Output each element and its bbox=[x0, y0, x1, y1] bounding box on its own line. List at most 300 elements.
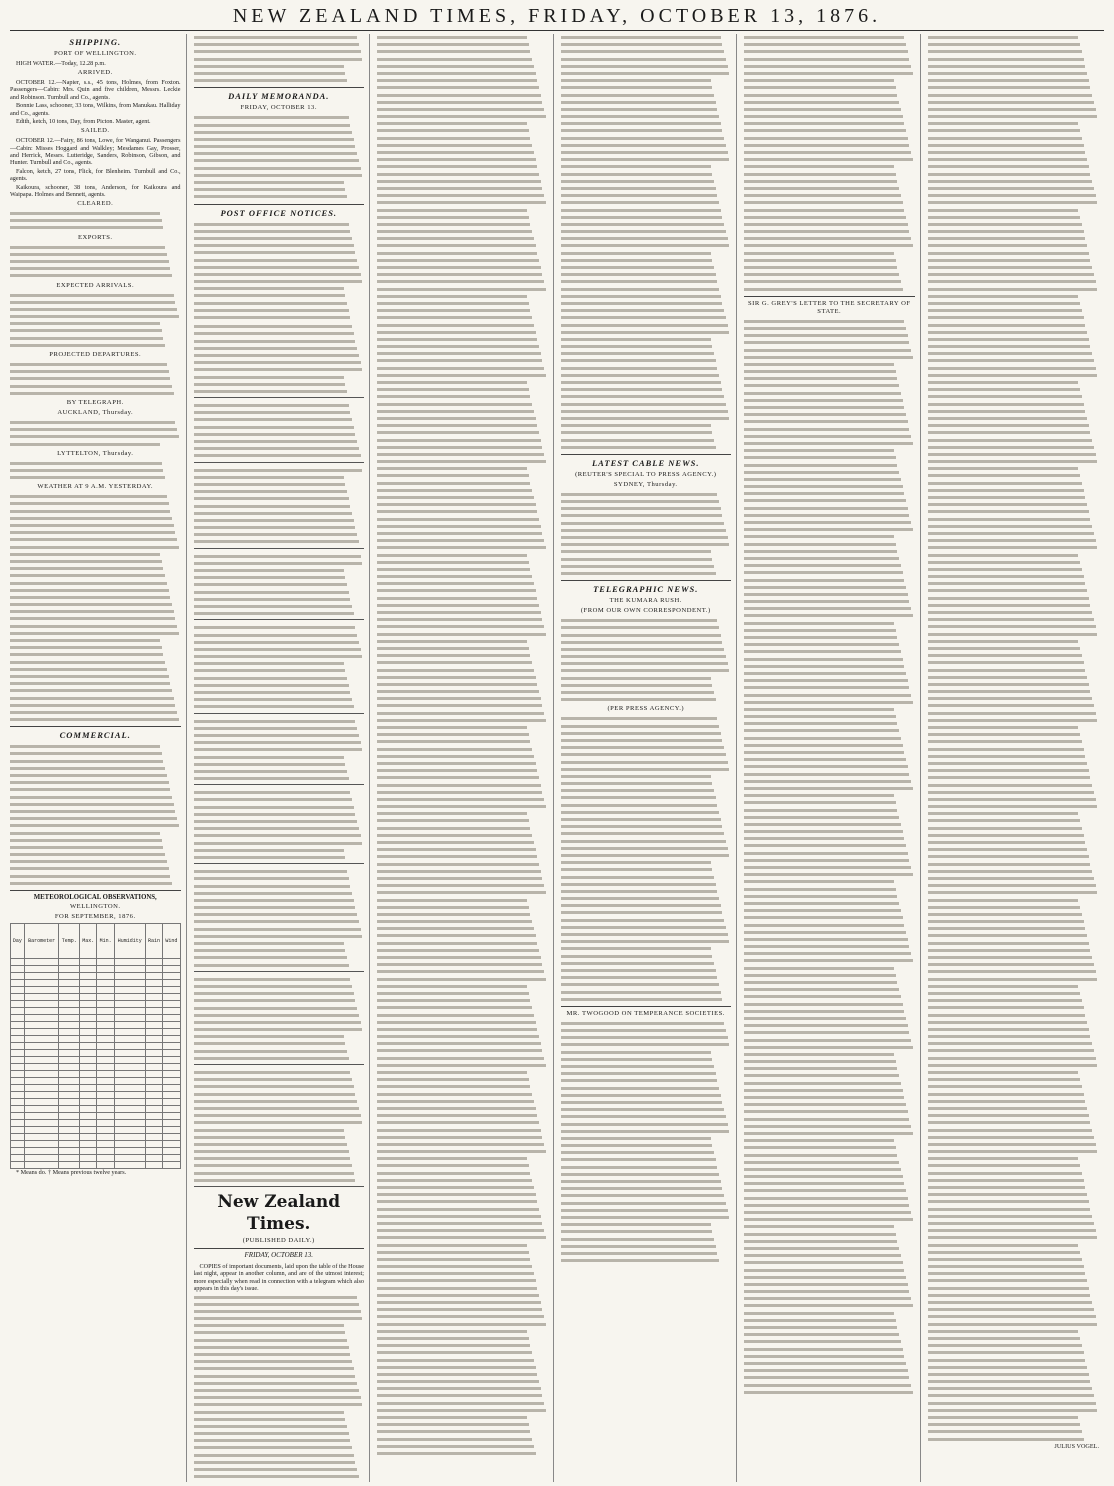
text-line bbox=[561, 250, 711, 257]
text-line bbox=[744, 99, 899, 106]
text-line bbox=[928, 1105, 1087, 1112]
text-line bbox=[928, 767, 1089, 774]
meteor-cell bbox=[80, 1134, 97, 1141]
text-line bbox=[928, 487, 1084, 494]
meteor-cell bbox=[114, 1113, 145, 1120]
meteor-cell bbox=[11, 1043, 25, 1050]
text-line bbox=[377, 537, 544, 544]
meteor-cell bbox=[114, 1155, 145, 1162]
text-line bbox=[561, 780, 713, 787]
text-line bbox=[744, 979, 897, 986]
text-line bbox=[377, 106, 544, 113]
text-line bbox=[928, 41, 1081, 48]
text-line bbox=[928, 1392, 1094, 1399]
text-line bbox=[744, 965, 894, 972]
text-line bbox=[377, 508, 537, 515]
text-line bbox=[928, 552, 1079, 559]
text-line bbox=[744, 264, 897, 271]
text-line bbox=[744, 476, 901, 483]
meteor-row bbox=[11, 980, 181, 987]
text-line bbox=[928, 638, 1079, 645]
text-line bbox=[744, 735, 901, 742]
text-line bbox=[928, 889, 1098, 896]
meteor-cell bbox=[24, 1141, 59, 1148]
meteor-cell bbox=[97, 1015, 114, 1022]
meteor-cell bbox=[11, 1022, 25, 1029]
text-line bbox=[561, 99, 716, 106]
text-line bbox=[928, 746, 1084, 753]
text-line bbox=[561, 300, 723, 307]
meteor-row bbox=[11, 973, 181, 980]
text-line bbox=[928, 566, 1082, 573]
text-line bbox=[744, 361, 894, 368]
arrived-entry: Edith, ketch, 10 tons, Day, from Picton. Master, agent. bbox=[16, 118, 151, 126]
meteor-cell bbox=[24, 1155, 59, 1162]
meteor-cell bbox=[59, 1008, 80, 1015]
text-line bbox=[744, 1374, 909, 1381]
meteor-header: Wind bbox=[163, 924, 180, 959]
text-line bbox=[377, 983, 527, 990]
text-line bbox=[744, 857, 909, 864]
text-line bbox=[377, 99, 542, 106]
meteor-cell bbox=[11, 1029, 25, 1036]
text-line bbox=[377, 329, 536, 336]
text-line bbox=[744, 142, 909, 149]
text-line bbox=[377, 1234, 546, 1241]
text-line bbox=[928, 480, 1082, 487]
meteor-cell bbox=[80, 987, 97, 994]
text-line bbox=[377, 480, 530, 487]
text-line bbox=[744, 462, 897, 469]
text-line bbox=[928, 1069, 1079, 1076]
meteor-cell bbox=[80, 973, 97, 980]
meteor-cell bbox=[59, 1099, 80, 1106]
own-correspondent: (FROM OUR OWN CORRESPONDENT.) bbox=[580, 607, 711, 615]
text-line bbox=[928, 84, 1091, 91]
text-line bbox=[377, 1198, 537, 1205]
text-line bbox=[744, 1144, 896, 1151]
meteor-cell bbox=[163, 1050, 180, 1057]
text-line bbox=[377, 875, 542, 882]
text-line bbox=[561, 1085, 720, 1092]
text-line bbox=[928, 1033, 1091, 1040]
weather-heading: WEATHER AT 9 A.M. YESTERDAY. bbox=[37, 483, 154, 491]
text-line bbox=[928, 573, 1084, 580]
text-line bbox=[744, 1281, 908, 1288]
text-line bbox=[928, 1364, 1087, 1371]
advertisement bbox=[194, 716, 365, 786]
text-line bbox=[928, 156, 1087, 163]
column-5 bbox=[744, 34, 921, 1482]
text-line bbox=[928, 48, 1082, 55]
text-line bbox=[744, 756, 906, 763]
text-line bbox=[744, 490, 904, 497]
text-line bbox=[744, 426, 909, 433]
meteor-cell bbox=[80, 1162, 97, 1169]
divider bbox=[194, 204, 365, 205]
meteor-cell bbox=[114, 1099, 145, 1106]
text-line bbox=[744, 135, 908, 142]
meteor-cell bbox=[97, 1092, 114, 1099]
text-line bbox=[744, 562, 901, 569]
meteor-cell bbox=[163, 1106, 180, 1113]
text-line bbox=[377, 1321, 546, 1328]
text-line bbox=[377, 278, 544, 285]
text-line bbox=[377, 667, 534, 674]
twogood-text bbox=[561, 1020, 732, 1264]
text-line bbox=[928, 1148, 1098, 1155]
meteor-cell bbox=[80, 1029, 97, 1036]
text-line bbox=[744, 950, 911, 957]
meteor-cell bbox=[114, 1134, 145, 1141]
meteor-cell bbox=[163, 1015, 180, 1022]
text-line bbox=[744, 893, 897, 900]
text-line bbox=[928, 911, 1082, 918]
meteor-cell bbox=[11, 1050, 25, 1057]
text-line bbox=[928, 1421, 1081, 1428]
high-water: HIGH WATER.—Today, 12.28 p.m. bbox=[16, 60, 106, 67]
text-line bbox=[744, 1022, 908, 1029]
meteor-cell bbox=[24, 1099, 59, 1106]
text-line bbox=[928, 659, 1084, 666]
text-line bbox=[744, 763, 908, 770]
text-line bbox=[377, 1306, 542, 1313]
meteor-header: Humidity bbox=[114, 924, 145, 959]
text-line bbox=[928, 846, 1087, 853]
text-line bbox=[561, 1207, 728, 1214]
meteor-cell bbox=[163, 1141, 180, 1148]
text-line bbox=[928, 242, 1087, 249]
text-line bbox=[744, 1094, 904, 1101]
meteor-cell bbox=[11, 1015, 25, 1022]
meteor-cell bbox=[163, 1134, 180, 1141]
text-line bbox=[377, 437, 541, 444]
text-line bbox=[377, 997, 530, 1004]
meteor-cell bbox=[11, 1141, 25, 1148]
text-line bbox=[377, 63, 534, 70]
text-line bbox=[377, 207, 527, 214]
text-line bbox=[561, 127, 723, 134]
text-line bbox=[744, 163, 894, 170]
text-line bbox=[928, 293, 1079, 300]
text-line bbox=[377, 897, 527, 904]
text-line bbox=[744, 149, 911, 156]
meteor-cell bbox=[114, 1050, 145, 1057]
text-line bbox=[928, 1277, 1087, 1284]
text-line bbox=[377, 616, 542, 623]
text-line bbox=[928, 904, 1081, 911]
meteor-cell bbox=[24, 987, 59, 994]
meteor-cell bbox=[163, 1092, 180, 1099]
meteor-cell bbox=[11, 1092, 25, 1099]
text-line bbox=[561, 1236, 714, 1243]
text-line bbox=[928, 1162, 1081, 1169]
text-line bbox=[377, 415, 536, 422]
text-line bbox=[928, 1206, 1091, 1213]
meteor-cell bbox=[59, 1155, 80, 1162]
cleared-text bbox=[10, 210, 181, 232]
post-office-heading: POST OFFICE NOTICES. bbox=[220, 207, 338, 218]
text-line bbox=[928, 1357, 1086, 1364]
meteor-cell bbox=[97, 1043, 114, 1050]
text-line bbox=[561, 852, 730, 859]
editorial-continued bbox=[377, 34, 548, 1457]
meteor-cell bbox=[97, 1057, 114, 1064]
meteor-cell bbox=[11, 1148, 25, 1155]
grey-letter-continued bbox=[928, 34, 1100, 1443]
text-line bbox=[744, 936, 908, 943]
text-line bbox=[928, 968, 1096, 975]
meteor-cell bbox=[97, 1071, 114, 1078]
text-line bbox=[561, 1063, 714, 1070]
meteor-cell bbox=[11, 1036, 25, 1043]
meteor-row bbox=[11, 966, 181, 973]
text-line bbox=[928, 875, 1094, 882]
text-line bbox=[377, 264, 541, 271]
text-line bbox=[377, 1177, 532, 1184]
text-line bbox=[377, 286, 546, 293]
text-line bbox=[377, 113, 546, 120]
text-line bbox=[744, 1288, 909, 1295]
text-line bbox=[744, 347, 911, 354]
text-line bbox=[928, 897, 1079, 904]
text-line bbox=[377, 940, 537, 947]
text-line bbox=[377, 1127, 541, 1134]
meteor-cell bbox=[145, 1022, 162, 1029]
auckland-text bbox=[10, 419, 181, 448]
text-line bbox=[377, 782, 541, 789]
text-line bbox=[928, 1177, 1084, 1184]
text-line bbox=[744, 519, 911, 526]
text-line bbox=[377, 1407, 546, 1414]
text-line bbox=[377, 609, 541, 616]
text-line bbox=[561, 1020, 725, 1027]
text-line bbox=[928, 559, 1081, 566]
text-line bbox=[561, 1178, 721, 1185]
telegraph-heading: BY TELEGRAPH. bbox=[66, 398, 124, 406]
meteor-row bbox=[11, 1078, 181, 1085]
text-line bbox=[928, 278, 1096, 285]
text-line bbox=[561, 408, 728, 415]
text-line bbox=[377, 465, 527, 472]
text-line bbox=[928, 537, 1096, 544]
text-line bbox=[928, 1083, 1082, 1090]
text-line bbox=[377, 135, 530, 142]
meteor-cell bbox=[163, 1071, 180, 1078]
text-line bbox=[377, 171, 539, 178]
text-line bbox=[928, 1349, 1084, 1356]
daily-memoranda-date: FRIDAY, OCTOBER 13. bbox=[240, 104, 317, 112]
sailed-entry: OCTOBER 12.—Fairy, 86 tons, Lowe, for Wanganui. Passengers—Cabin: Misses Hoggard and Walkley; Mesdames Gay, Prosser, and Herrick, Messrs. Lutteridge, Sanders, Robinson, Gibson, and Hunter. Turnbull and Co., agents. bbox=[10, 137, 181, 167]
divider bbox=[10, 726, 181, 727]
text-line bbox=[377, 192, 544, 199]
text-line bbox=[744, 727, 899, 734]
text-line bbox=[744, 228, 909, 235]
text-line bbox=[928, 810, 1079, 817]
text-line bbox=[377, 853, 537, 860]
text-line bbox=[744, 871, 913, 878]
meteor-cell bbox=[24, 1001, 59, 1008]
text-line bbox=[561, 56, 726, 63]
text-line bbox=[561, 1243, 716, 1250]
text-line bbox=[744, 156, 913, 163]
meteor-cell bbox=[97, 1050, 114, 1057]
meteor-cell bbox=[80, 1106, 97, 1113]
text-line bbox=[928, 99, 1094, 106]
text-line bbox=[561, 379, 721, 386]
text-line bbox=[377, 422, 537, 429]
sailed-entry: Kaikoura, schooner, 38 tons, Anderson, for Kaikoura and Waipapa. Holmes and Bennett, agents. bbox=[10, 183, 181, 198]
text-line bbox=[377, 602, 539, 609]
text-line bbox=[377, 1112, 537, 1119]
text-line bbox=[744, 1008, 904, 1015]
text-line bbox=[928, 1285, 1089, 1292]
text-line bbox=[744, 1051, 894, 1058]
text-line bbox=[561, 737, 723, 744]
meteor-row bbox=[11, 1036, 181, 1043]
meteor-cell bbox=[11, 994, 25, 1001]
meteor-cell bbox=[24, 973, 59, 980]
text-line bbox=[928, 674, 1087, 681]
text-line bbox=[561, 192, 718, 199]
text-line bbox=[377, 968, 544, 975]
text-line bbox=[928, 1112, 1089, 1119]
text-line bbox=[928, 142, 1084, 149]
text-line bbox=[744, 454, 896, 461]
meteor-cell bbox=[11, 1064, 25, 1071]
meteor-cell bbox=[145, 1008, 162, 1015]
text-line bbox=[561, 41, 723, 48]
commercial-text bbox=[10, 743, 181, 887]
text-line bbox=[561, 1192, 725, 1199]
text-line bbox=[744, 922, 904, 929]
text-line bbox=[928, 1004, 1084, 1011]
meteor-month: FOR SEPTEMBER, 1876. bbox=[54, 913, 136, 921]
text-line bbox=[377, 379, 527, 386]
meteor-header: Max. bbox=[80, 924, 97, 959]
meteor-cell bbox=[114, 1162, 145, 1169]
masthead-rule bbox=[10, 30, 1104, 31]
text-line bbox=[928, 681, 1089, 688]
text-line bbox=[744, 648, 901, 655]
text-line bbox=[377, 623, 544, 630]
text-line bbox=[928, 925, 1086, 932]
meteor-cell bbox=[97, 966, 114, 973]
text-line bbox=[377, 228, 532, 235]
meteor-cell bbox=[80, 959, 97, 966]
text-line bbox=[561, 429, 713, 436]
grey-letter-text bbox=[744, 318, 915, 1396]
text-line bbox=[744, 1216, 913, 1223]
text-line bbox=[377, 34, 527, 41]
meteor-cell bbox=[59, 1134, 80, 1141]
text-line bbox=[744, 1245, 899, 1252]
text-line bbox=[561, 888, 718, 895]
text-line bbox=[928, 365, 1096, 372]
text-line bbox=[561, 372, 720, 379]
text-line bbox=[928, 171, 1091, 178]
meteor-cell bbox=[145, 1127, 162, 1134]
text-line bbox=[928, 192, 1096, 199]
meteor-cell bbox=[59, 1148, 80, 1155]
text-line bbox=[928, 530, 1094, 537]
text-line bbox=[744, 677, 908, 684]
text-line bbox=[744, 368, 896, 375]
text-line bbox=[377, 293, 527, 300]
meteor-cell bbox=[59, 973, 80, 980]
meteor-cell bbox=[114, 1092, 145, 1099]
meteor-cell bbox=[163, 1036, 180, 1043]
text-line bbox=[377, 487, 532, 494]
meteor-cell bbox=[59, 1071, 80, 1078]
text-line bbox=[561, 881, 716, 888]
text-line bbox=[928, 1155, 1079, 1162]
text-line bbox=[928, 544, 1098, 551]
meteor-cell bbox=[80, 1155, 97, 1162]
text-line bbox=[744, 957, 913, 964]
text-line bbox=[744, 1195, 908, 1202]
text-line bbox=[744, 684, 909, 691]
editorial-dateline: FRIDAY, OCTOBER 13. bbox=[244, 1251, 313, 1259]
meteor-cell bbox=[114, 980, 145, 987]
exports-text bbox=[10, 244, 181, 280]
meteor-cell bbox=[114, 1127, 145, 1134]
text-line bbox=[561, 945, 711, 952]
text-line bbox=[928, 163, 1089, 170]
text-line bbox=[744, 207, 904, 214]
meteor-cell bbox=[11, 980, 25, 987]
meteor-cell bbox=[97, 1022, 114, 1029]
text-line bbox=[928, 1184, 1086, 1191]
meteor-cell bbox=[163, 994, 180, 1001]
text-line bbox=[928, 271, 1094, 278]
text-line bbox=[928, 451, 1096, 458]
text-line bbox=[744, 127, 906, 134]
arrived-heading: ARRIVED. bbox=[77, 69, 113, 77]
text-line bbox=[377, 911, 530, 918]
meteor-cell bbox=[163, 1099, 180, 1106]
text-line bbox=[377, 652, 530, 659]
text-line bbox=[561, 766, 730, 773]
text-line bbox=[928, 832, 1084, 839]
text-line bbox=[561, 48, 725, 55]
text-line bbox=[928, 207, 1079, 214]
text-line bbox=[744, 634, 897, 641]
meteor-cell bbox=[163, 1029, 180, 1036]
advertisement bbox=[194, 400, 365, 463]
text-line bbox=[377, 710, 544, 717]
text-line bbox=[377, 1313, 544, 1320]
text-line bbox=[928, 983, 1079, 990]
text-line bbox=[744, 807, 897, 814]
text-line bbox=[744, 842, 906, 849]
text-line bbox=[377, 659, 532, 666]
text-line bbox=[377, 904, 529, 911]
meteor-cell bbox=[97, 1155, 114, 1162]
masthead: NEW ZEALAND TIMES, FRIDAY, OCTOBER 13, 1876. bbox=[232, 5, 882, 27]
meteor-cell bbox=[163, 980, 180, 987]
editorial-lead: COPIES of important documents, laid upon the table of the House last night, appear in another column, and are of the utmost interest; more especially when read in connection with a telegram which also appears in this day's issue. bbox=[193, 1263, 364, 1292]
text-line bbox=[928, 149, 1086, 156]
letters-text bbox=[744, 34, 915, 293]
lyttelton-text bbox=[10, 460, 181, 482]
text-line bbox=[744, 1180, 904, 1187]
arrived-entry: OCTOBER 12.—Napier, s.s., 45 tons, Holmes, from Foxton. Passengers—Cabin: Mrs. Quin and five children, Messrs. Leckie and Robinson. Turnbull and Co., agents. bbox=[10, 79, 181, 101]
text-line bbox=[928, 853, 1089, 860]
meteor-cell bbox=[145, 959, 162, 966]
text-line bbox=[561, 938, 730, 945]
text-line bbox=[377, 760, 536, 767]
